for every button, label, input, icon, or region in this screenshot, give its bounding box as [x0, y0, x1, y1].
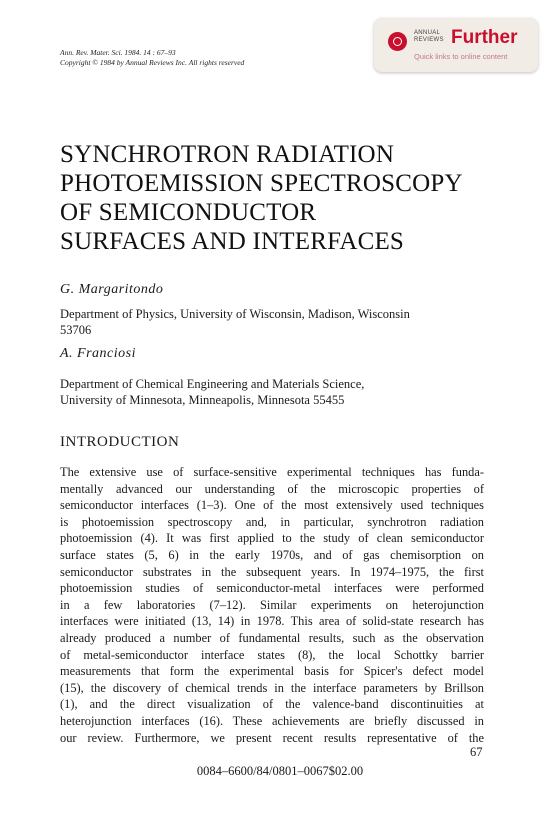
body-line: already produced a number of fundamental results, such as the observation — [60, 630, 484, 645]
badge-brand — [414, 30, 444, 44]
author-name: A. Franciosi — [60, 346, 136, 361]
badge-annual-text: ANNUAL — [414, 30, 441, 36]
title-line: OF SEMICONDUCTOR — [60, 199, 317, 226]
affiliation-line: Department of Physics, University of Wisconsin, Madison, Wisconsin — [60, 307, 410, 321]
body-line: of metal-semiconductor interface states (8), the local Schottky barrier — [60, 647, 484, 662]
title-line: SYNCHROTRON RADIATION — [60, 141, 395, 168]
section-heading: INTRODUCTION — [60, 434, 180, 450]
affiliation-line: University of Minnesota, Minneapolis, Minnesota 55455 — [60, 393, 345, 407]
body-line: (1), and the direct visualization of the valence-band discontinuities at — [60, 697, 484, 712]
journal-citation-line: Ann. Rev. Mater. Sci. 1984. 14 : 67–93 — [60, 48, 176, 57]
body-line: surface states (5, 6) in the early 1970s, and of gas chemisorption on — [60, 547, 484, 562]
article-title — [60, 140, 463, 256]
body-line: measurements that form the experimental basis for Spicer's defect model — [60, 664, 484, 679]
author-affiliation — [60, 376, 364, 408]
article-code: 0084–6600/84/0801–0067$02.00 — [196, 764, 364, 778]
body-line: semiconductor substrates in the subsequent years. In 1974–1975, the first — [60, 564, 484, 579]
affiliation-line: Department of Chemical Engineering and Materials Science, — [60, 377, 365, 391]
body-paragraph — [60, 464, 484, 746]
badge-further-text: Further — [451, 27, 518, 48]
body-line: in a few laboratories (7–12). Similar experiments on heterojunction — [60, 597, 484, 612]
annual-reviews-logo-icon — [388, 32, 407, 51]
copyright-line: Copyright © 1984 by Annual Reviews Inc. All rights reserved — [60, 58, 245, 67]
further-reviews-badge[interactable] — [374, 18, 538, 72]
title-line: PHOTOEMISSION SPECTROSCOPY — [60, 170, 463, 197]
author-name: G. Margaritondo — [60, 282, 164, 297]
body-line: mentally advanced our understanding of the microscopic properties of — [60, 481, 484, 496]
title-line: SURFACES AND INTERFACES — [60, 228, 405, 255]
body-line: is photoemission spectroscopy and, in particular, synchrotron radiation — [60, 514, 484, 529]
author-affiliation — [60, 306, 410, 338]
body-line: (15), the discovery of chemical trends in the interface parameters by Brillson — [60, 680, 484, 695]
body-line: photoemission (4). It was first applied to the study of clean semiconductor — [60, 531, 484, 546]
affiliation-line: 53706 — [60, 323, 92, 337]
body-line: semiconductor interfaces (1–3). One of the most extensively used techniques — [60, 498, 484, 513]
badge-subtitle: Quick links to online content — [414, 52, 508, 61]
badge-reviews-text: REVIEWS — [414, 37, 444, 43]
body-line: interfaces were initiated (13, 14) in 1978. This area of solid-state research has — [60, 614, 484, 629]
journal-citation — [60, 48, 244, 68]
body-line: photoemission studies of semiconductor-metal interfaces were performed — [60, 581, 484, 596]
page-number: 67 — [470, 745, 483, 759]
body-line: our review. Furthermore, we present recent results representative of the — [60, 730, 484, 745]
body-line: The extensive use of surface-sensitive experimental techniques has funda- — [60, 465, 484, 479]
body-line: heterojunction interfaces (16). These achievements are briefly discussed in — [60, 713, 484, 728]
